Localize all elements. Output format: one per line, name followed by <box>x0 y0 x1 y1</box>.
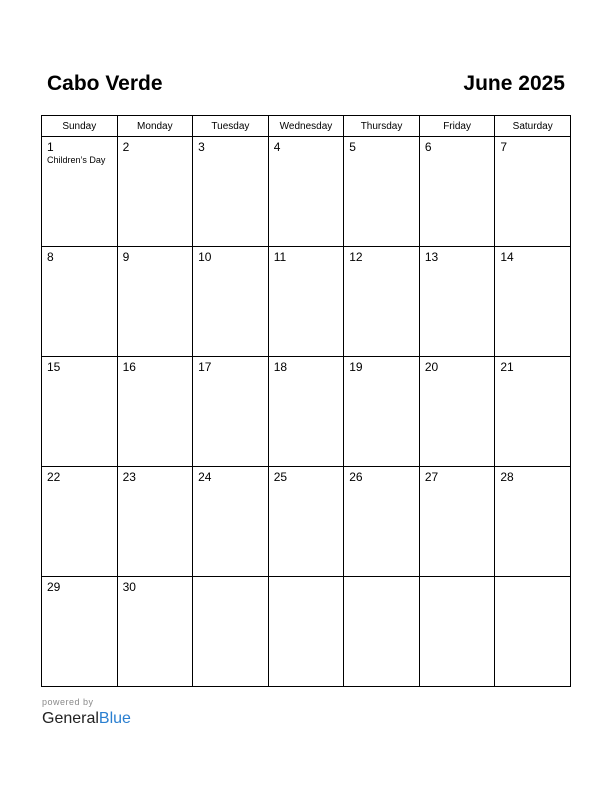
day-cell <box>117 357 193 467</box>
day-cell <box>42 357 118 467</box>
day-number: 27 <box>424 470 439 484</box>
day-number: 15 <box>47 360 61 374</box>
week-row-3 <box>42 357 571 467</box>
week-row-5 <box>42 577 571 687</box>
empty-day-cell <box>193 577 269 687</box>
week-row-2 <box>42 247 571 357</box>
weekday-tuesday: Tuesday <box>193 116 269 137</box>
day-cell <box>344 357 420 467</box>
day-cell <box>495 467 571 577</box>
day-number: 10 <box>198 250 212 264</box>
day-number: 9 <box>122 250 130 264</box>
day-number: 16 <box>122 360 136 374</box>
brand-blue: Blue <box>98 710 131 727</box>
day-number: 8 <box>47 250 54 264</box>
day-number: 2 <box>122 140 130 154</box>
day-cell <box>268 247 344 357</box>
day-number: 20 <box>424 360 439 374</box>
day-cell <box>268 357 344 467</box>
weekday-thursday: Thursday <box>344 116 420 137</box>
holiday-label: Children’s Day <box>47 155 106 165</box>
day-number: 25 <box>273 470 288 484</box>
day-cell <box>344 467 420 577</box>
day-cell <box>193 247 269 357</box>
calendar-grid <box>41 115 571 687</box>
footer-branding <box>42 697 131 729</box>
day-cell <box>42 137 118 247</box>
day-number: 4 <box>273 140 281 154</box>
day-cell <box>42 467 118 577</box>
day-cell <box>344 137 420 247</box>
weekday-header-row <box>42 116 571 137</box>
day-cell <box>495 357 571 467</box>
day-cell <box>193 137 269 247</box>
generalblue-logo[interactable] <box>42 709 131 729</box>
day-cell <box>193 467 269 577</box>
empty-day-cell <box>268 577 344 687</box>
day-cell <box>344 247 420 357</box>
empty-day-cell <box>495 577 571 687</box>
day-number: 23 <box>122 470 136 484</box>
day-number: 6 <box>424 140 432 154</box>
day-cell <box>495 247 571 357</box>
day-number: 24 <box>198 470 212 484</box>
day-number: 1 <box>47 140 54 154</box>
day-number: 22 <box>47 470 61 484</box>
day-cell <box>419 357 495 467</box>
day-number: 12 <box>349 250 363 264</box>
day-cell <box>42 247 118 357</box>
day-cell <box>117 467 193 577</box>
day-number: 17 <box>198 360 212 374</box>
day-cell <box>268 467 344 577</box>
day-cell <box>117 137 193 247</box>
weekday-sunday: Sunday <box>42 116 118 137</box>
country-title: Cabo Verde <box>47 72 163 95</box>
day-number: 5 <box>349 140 356 154</box>
day-cell <box>419 137 495 247</box>
day-number: 29 <box>47 580 61 594</box>
day-cell <box>419 467 495 577</box>
day-number: 21 <box>500 360 514 374</box>
day-cell <box>193 357 269 467</box>
empty-day-cell <box>419 577 495 687</box>
day-number: 11 <box>273 250 287 264</box>
day-number: 30 <box>122 580 136 594</box>
weekday-wednesday: Wednesday <box>268 116 344 137</box>
month-year-title: June 2025 <box>463 72 565 95</box>
day-cell <box>268 137 344 247</box>
week-row-1 <box>42 137 571 247</box>
day-number: 18 <box>273 360 288 374</box>
day-number: 13 <box>424 250 439 264</box>
weekday-saturday: Saturday <box>495 116 571 137</box>
day-number: 26 <box>349 470 363 484</box>
empty-day-cell <box>344 577 420 687</box>
week-row-4 <box>42 467 571 577</box>
day-cell <box>117 577 193 687</box>
powered-by-text: powered by <box>42 697 94 707</box>
day-number: 7 <box>500 140 508 154</box>
day-cell <box>42 577 118 687</box>
day-number: 14 <box>500 250 514 264</box>
day-cell <box>419 247 495 357</box>
day-number: 28 <box>500 470 514 484</box>
brand-general: General <box>42 710 99 727</box>
day-cell <box>495 137 571 247</box>
weekday-friday: Friday <box>419 116 495 137</box>
day-number: 3 <box>198 140 205 154</box>
day-number: 19 <box>349 360 363 374</box>
day-cell <box>117 247 193 357</box>
weekday-monday: Monday <box>117 116 193 137</box>
